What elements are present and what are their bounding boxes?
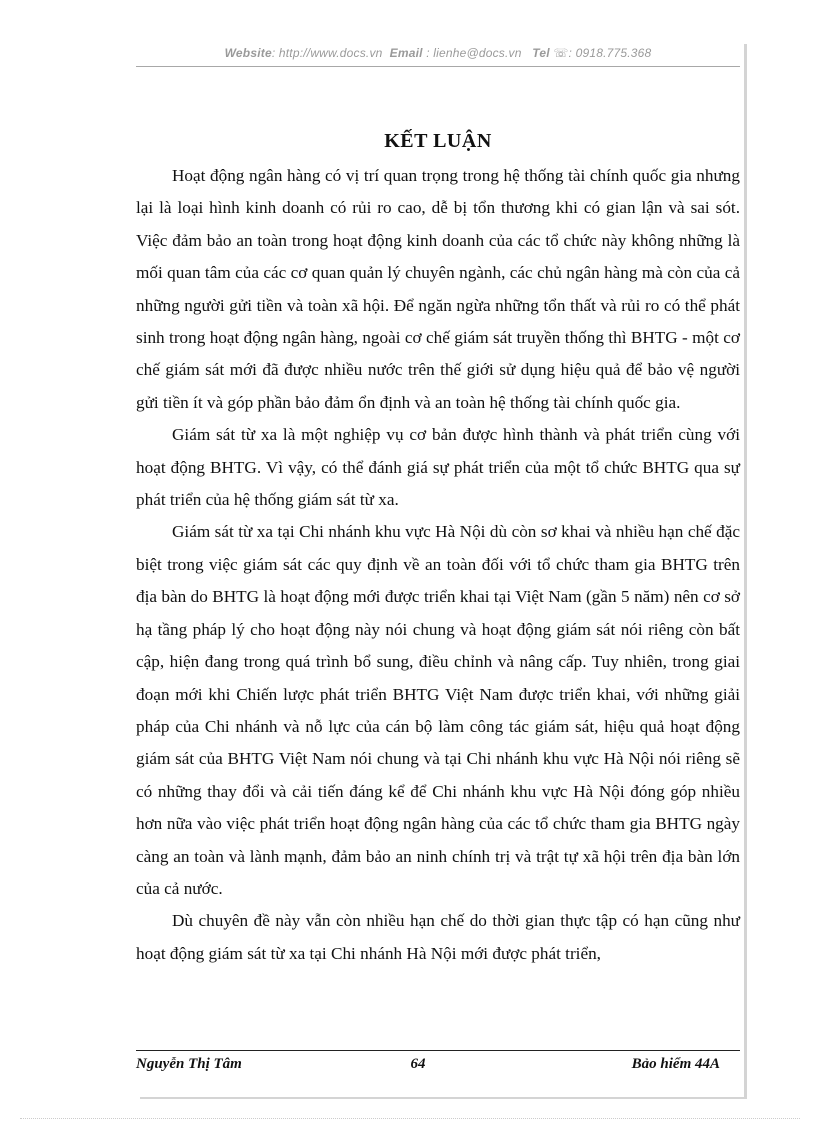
page-shadow-right [744,44,747,1098]
header-divider [136,66,740,67]
page-title: KẾT LUẬN [384,130,492,152]
paragraph: Giám sát từ xa tại Chi nhánh khu vực Hà Nội dù còn sơ khai và nhiều hạn chế đặc biệt trong việc giám sát các quy định về an toàn đối với tổ chức tham gia BHTG trên địa bàn do BHTG là hoạt động mới được triển khai tại Việt Nam (gần 5 năm) nên cơ sở hạ tầng pháp lý cho hoạt động này nói chung và hoạt động giám sát nói riêng còn bất cập, hiện đang trong quá trình bổ sung, điều chỉnh và nâng cấp. Tuy nhiên, trong giai đoạn mới khi Chiến lược phát triển BHTG Việt Nam được triển khai, với những giải pháp của Chi nhánh và nỗ lực của cán bộ làm công tác giám sát, hiệu quả hoạt động giám sát của BHTG Việt Nam nói chung và tại Chi nhánh khu vực Hà Nội nói riêng sẽ có những thay đổi và cải tiến đáng kể để Chi nhánh khu vực Hà Nội đóng góp nhiều hơn nữa vào việc phát triển hoạt động ngân hàng của các tổ chức tham gia BHTG ngày càng an toàn và lành mạnh, đảm bảo an ninh chính trị và trật tự xã hội trên địa bàn lớn của cả nước. [136,522,740,898]
website-value: : http://www.docs.vn [271,46,383,60]
document-body [136,160,740,970]
tel-label: Tel [532,46,550,60]
page-shadow-bottom [140,1097,747,1099]
page-edge-dotted [20,1118,800,1119]
footer-author: Nguyễn Thị Tâm [136,1056,242,1072]
paragraph: Dù chuyên đề này vẫn còn nhiều hạn chế do thời gian thực tập có hạn cũng như hoạt động giám sát từ xa tại Chi nhánh Hà Nội mới được phát triển, [136,911,740,963]
paragraph: Hoạt động ngân hàng có vị trí quan trọng trong hệ thống tài chính quốc gia nhưng lại là loại hình kinh doanh có rủi ro cao, dễ bị tổn thương khi có gian lận và sai sót. Việc đảm bảo an toàn trong hoạt động kinh doanh của các tổ chức này không những là mối quan tâm của các cơ quan quản lý chuyên ngành, các chủ ngân hàng mà còn của cả những người gửi tiền và toàn xã hội. Để ngăn ngừa những tổn thất và rủi ro có thể phát sinh trong hoạt động ngân hàng, ngoài cơ chế giám sát truyền thống thì BHTG - một cơ chế giám sát mới đã được nhiều nước trên thế giới sử dụng hiệu quả để bảo vệ người gửi tiền ít và góp phần bảo đảm ổn định và an toàn hệ thống tài chính quốc gia. [136,166,740,412]
email-value: : lienhe@docs.vn [426,46,522,60]
footer-class: Bảo hiểm 44A [631,1056,720,1072]
website-label: Website [224,46,272,60]
page-number: 64 [410,1056,426,1072]
page-footer [136,1056,740,1078]
paragraph: Giám sát từ xa là một nghiệp vụ cơ bản được hình thành và phát triển cùng với hoạt động BHTG. Vì vậy, có thể đánh giá sự phát triển của một tổ chức BHTG qua sự phát triển của hệ thống giám sát từ xa. [136,425,740,510]
page-header [136,46,740,60]
email-label: Email [389,46,423,60]
phone-icon: ☏ [553,46,569,60]
tel-value: : 0918.775.368 [568,46,652,60]
footer-divider [136,1050,740,1051]
